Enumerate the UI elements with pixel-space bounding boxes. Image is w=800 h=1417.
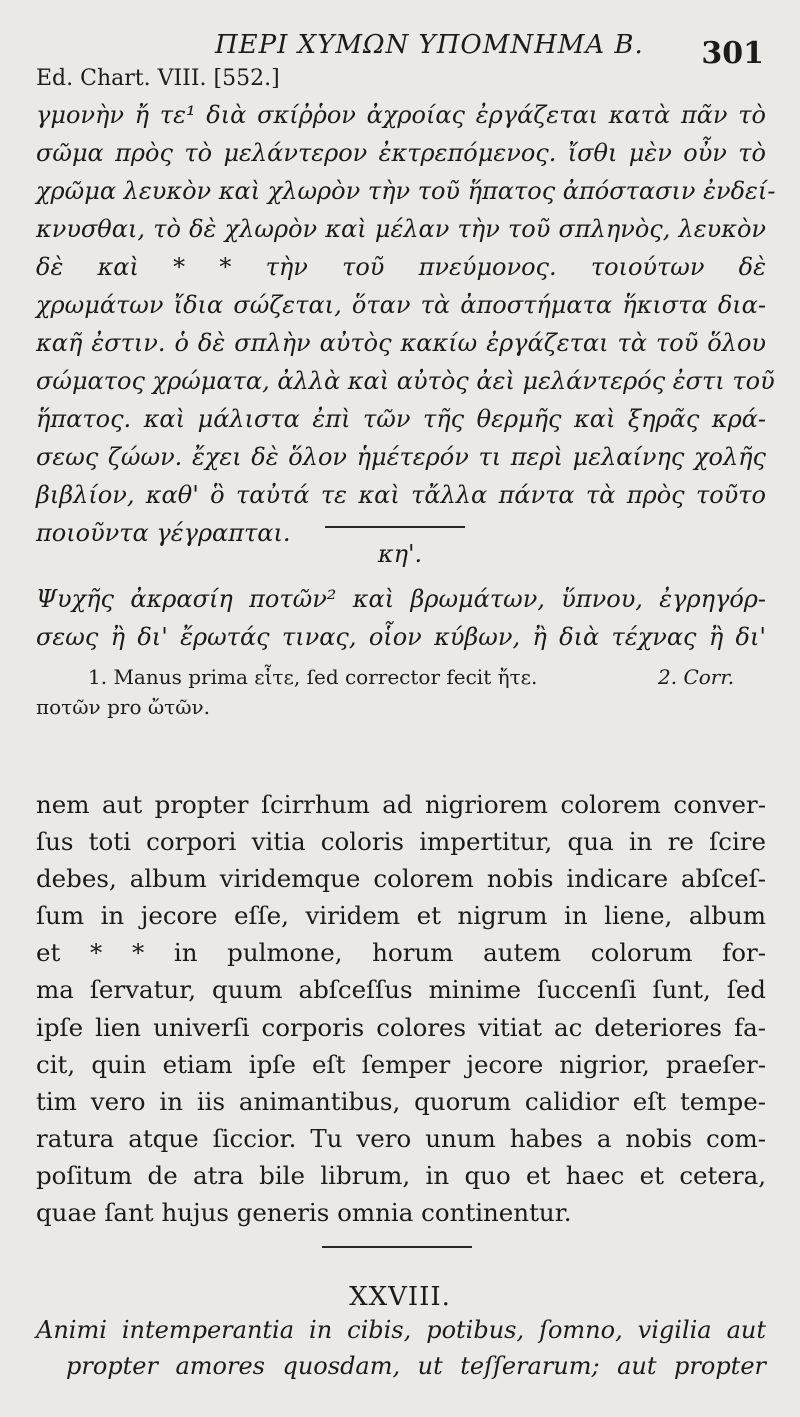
latin-line: quae ſant hujus generis omnia continentur. [36,1198,572,1228]
latin-heading-line: propter amores quosdam, ut teſſerarum; aut propter [66,1352,766,1380]
greek-line: καῆ ἐστιν. ὁ δὲ σπλὴν αὐτὸς κακίω ἐργάζεται τὰ τοῦ ὅλου [36,329,766,357]
latin-line: ſum in jecore eſſe, viridem et nigrum in liene, album [36,901,766,931]
running-title: ΠΕΡΙ ΧΥΜΩΝ ΥΠΟΜΝΗΜΑ Β. [215,30,644,60]
latin-line: tim vero in iis animantibus, quorum calidior eſt tempe- [36,1086,766,1116]
greek-line: ποιοῦντα γέγραπται. [36,519,291,547]
latin-line: ratura atque ſiccior. Tu vero unum habes a nobis com- [36,1123,766,1153]
greek-heading-line: Ψυχῆς ἀκρασίη ποτῶν² καὶ βρωμάτων, ὕπνου, ἐγρηγόρ- [36,585,766,613]
greek-text-block [36,96,776,552]
latin-line: nem aut propter ſcirrhum ad nigriorem colorem conver- [36,790,766,819]
footnote-2-end: ποτῶν pro ὤτῶν. [36,695,211,719]
section-divider [325,526,465,528]
greek-line: σώματος χρώματα, ἀλλὰ καὶ αὐτὸς ἀεὶ μελάντερός ἐστι τοῦ [36,367,775,395]
greek-line: χρῶμα λευκὸν καὶ χλωρὸν τὴν τοῦ ἥπατος ἀπόστασιν ἐνδεί- [36,177,776,205]
footnote-1: 1. Manus prima εἶτε, ſed corrector fecit ἤτε. [88,665,538,689]
page-number: 301 [701,36,764,71]
greek-line: ἥπατος. καὶ μάλιστα ἐπὶ τῶν τῆς θερμῆς καὶ ξηρᾶς κρά- [36,405,766,433]
greek-line: χρωμάτων ἴδια σώζεται, ὅταν τὰ ἀποστήματα ἥκιστα δια- [36,291,766,319]
greek-line: γμονὴν ἤ τε¹ διὰ σκίῤῥον ἀχροίας ἐργάζεται κατὰ πᾶν τὸ [36,101,766,129]
latin-section-number: XXVIII. [349,1282,451,1312]
footnotes [36,662,766,719]
latin-section-heading [36,1312,766,1384]
greek-section-number: κη'. [377,540,423,568]
greek-line: βιβλίον, καθ' ὃ ταὐτά τε καὶ τἄλλα πάντα τὰ πρὸς τοῦτο [36,481,766,509]
latin-line: ma ſervatur, quum abſceſſus minime ſuccenſi ſunt, ſed [36,975,766,1005]
greek-line: δὲ καὶ * * τὴν τοῦ πνεύμονος. τοιούτων δὲ [36,253,766,281]
latin-line: poſitum de atra bile librum, in quo et haec et cetera, [36,1160,766,1190]
page-header [0,26,800,71]
greek-heading-line: σεως ἢ δι' ἔρωτάς τινας, οἷον κύβων, ἢ διὰ τέχνας ἢ δι' [36,623,766,651]
section-divider [322,1246,472,1248]
latin-line: et * * in pulmone, horum autem colorum for- [36,938,766,968]
edition-reference: Ed. Chart. VIII. [552.] [36,66,280,91]
greek-section-heading [36,580,766,656]
latin-line: ſus toti corpori vitia coloris impertitur, qua in re ſcire [36,827,766,857]
latin-line: cit, quin etiam ipſe eſt ſemper jecore nigrior, praeſer- [36,1049,766,1079]
greek-line: σεως ζώων. ἔχει δὲ ὅλον ἡμέτερόν τι περὶ μελαίνης χολῆς [36,443,766,471]
latin-line: debes, album viridemque colorem nobis indicare abſceſ- [36,864,766,894]
greek-line: κνυσθαι, τὸ δὲ χλωρὸν καὶ μέλαν τὴν τοῦ σπληνὸς, λευκὸν [36,215,766,243]
latin-line: ipſe lien univerſi corporis colores vitiat ac deteriores fa- [36,1012,766,1042]
greek-line: σῶμα πρὸς τὸ μελάντερον ἐκτρεπόμενος. ἴσθι μὲν οὖν τὸ [36,139,766,167]
latin-text-block [36,786,766,1231]
latin-heading-line: Animi intemperantia in cibis, potibus, ſomno, vigilia aut [36,1316,766,1344]
footnote-2-start: 2. Corr. [658,665,735,689]
